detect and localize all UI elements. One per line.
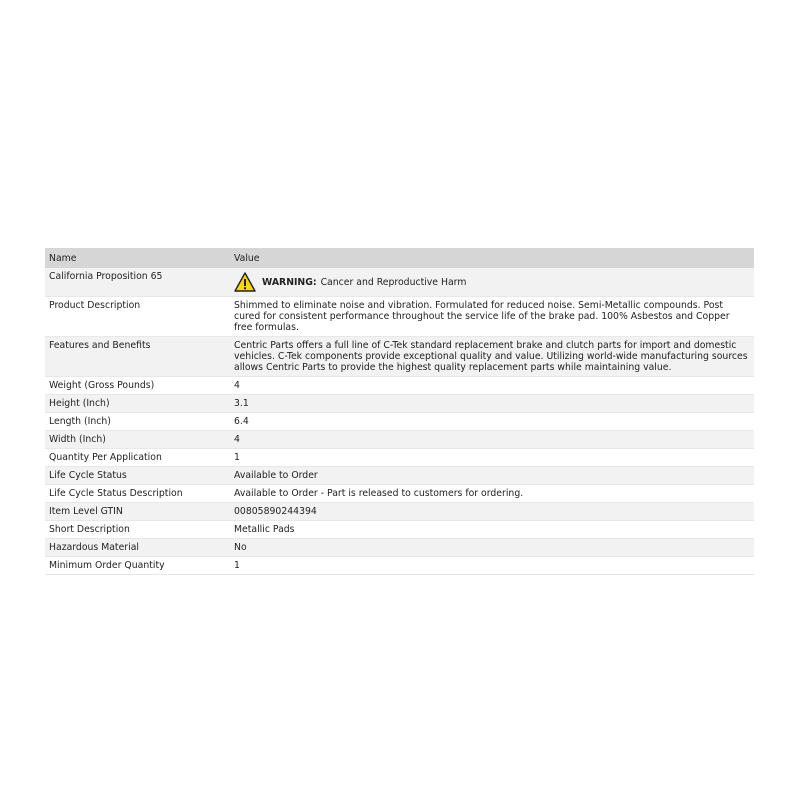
warning-triangle-icon bbox=[234, 272, 256, 292]
row-name: California Proposition 65 bbox=[45, 268, 230, 297]
row-value: 3.1 bbox=[230, 395, 754, 413]
warning-label: WARNING: bbox=[262, 276, 317, 288]
table-row bbox=[45, 539, 754, 557]
row-name: Minimum Order Quantity bbox=[45, 557, 230, 575]
column-header-value: Value bbox=[230, 248, 754, 268]
table-row bbox=[45, 503, 754, 521]
row-value: 6.4 bbox=[230, 413, 754, 431]
row-value: Metallic Pads bbox=[230, 521, 754, 539]
table-row bbox=[45, 337, 754, 377]
table-row bbox=[45, 449, 754, 467]
table-header-row bbox=[45, 248, 754, 268]
row-value: 00805890244394 bbox=[230, 503, 754, 521]
row-value: 1 bbox=[230, 557, 754, 575]
table-row bbox=[45, 521, 754, 539]
row-name: Life Cycle Status Description bbox=[45, 485, 230, 503]
row-value: 4 bbox=[230, 377, 754, 395]
row-value bbox=[230, 268, 754, 297]
row-name: Product Description bbox=[45, 297, 230, 337]
row-name: Length (Inch) bbox=[45, 413, 230, 431]
table-row bbox=[45, 413, 754, 431]
row-name: Life Cycle Status bbox=[45, 467, 230, 485]
warning-text: Cancer and Reproductive Harm bbox=[320, 276, 467, 288]
row-value: Available to Order - Part is released to customers for ordering. bbox=[230, 485, 754, 503]
table-row bbox=[45, 485, 754, 503]
row-value: No bbox=[230, 539, 754, 557]
table-row bbox=[45, 467, 754, 485]
row-name: Short Description bbox=[45, 521, 230, 539]
table-row bbox=[45, 395, 754, 413]
table-row bbox=[45, 557, 754, 575]
spec-table bbox=[45, 248, 754, 575]
row-name: Item Level GTIN bbox=[45, 503, 230, 521]
table-row bbox=[45, 431, 754, 449]
row-name: Width (Inch) bbox=[45, 431, 230, 449]
table-row bbox=[45, 297, 754, 337]
prop65-warning bbox=[234, 271, 750, 293]
row-name: Weight (Gross Pounds) bbox=[45, 377, 230, 395]
row-value: Centric Parts offers a full line of C-Tek standard replacement brake and clutch parts for import and domestic vehicles. C-Tek components provide exceptional quality and value. Utilizing world-wide manufacturing sources allows Centric Parts to provide the highest quality replacement parts while maintaining value. bbox=[230, 337, 754, 377]
row-value: 1 bbox=[230, 449, 754, 467]
row-name: Hazardous Material bbox=[45, 539, 230, 557]
row-value: Shimmed to eliminate noise and vibration. Formulated for reduced noise. Semi-Metallic compounds. Post cured for consistent performance throughout the service life of the brake pad. 100% Asbestos and Copper free formulas. bbox=[230, 297, 754, 337]
row-value: 4 bbox=[230, 431, 754, 449]
table-row bbox=[45, 377, 754, 395]
row-name: Quantity Per Application bbox=[45, 449, 230, 467]
row-name: Features and Benefits bbox=[45, 337, 230, 377]
row-value: Available to Order bbox=[230, 467, 754, 485]
table-row-prop65 bbox=[45, 268, 754, 297]
column-header-name: Name bbox=[45, 248, 230, 268]
row-name: Height (Inch) bbox=[45, 395, 230, 413]
